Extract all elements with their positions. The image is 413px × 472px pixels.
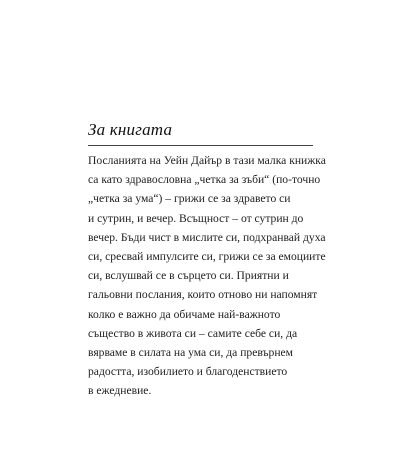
paragraph-line: вярваме в силата на ума си, да превърнем [88, 346, 294, 360]
description-paragraph [88, 151, 328, 401]
section-title: За книгата [88, 120, 173, 139]
paragraph-line: Посланията на Уейн Дайър в тази малка книжка [88, 154, 326, 167]
paragraph-line: вечер. Бъди чист в мислите си, подхранвай духа [88, 230, 326, 244]
title-divider [88, 145, 313, 146]
paragraph-line: гальовни послания, които отново ни напомнят [88, 288, 318, 302]
paragraph-line: си, вслушвай се в сърцето си. Приятни и [88, 269, 289, 283]
paragraph-line: си, сресвай импулсите си, грижи се за емоциите [88, 250, 326, 264]
paragraph-line: в ежедневие. [88, 384, 152, 398]
paragraph-line: са като здравословна „четка за зъби“ (по-точно [88, 173, 321, 187]
paragraph-line: същество в живота си – самите себе си, да [88, 326, 298, 340]
paragraph-line: радостта, изобилието и благоденствието [88, 365, 288, 379]
paragraph-line: и сутрин, и вечер. Всъщност – от сутрин до [88, 211, 304, 225]
paragraph-line: „четка за ума“) – грижи се за здравето си [88, 192, 291, 206]
paragraph-line: колко е важно да обичаме най-важното [88, 307, 281, 321]
